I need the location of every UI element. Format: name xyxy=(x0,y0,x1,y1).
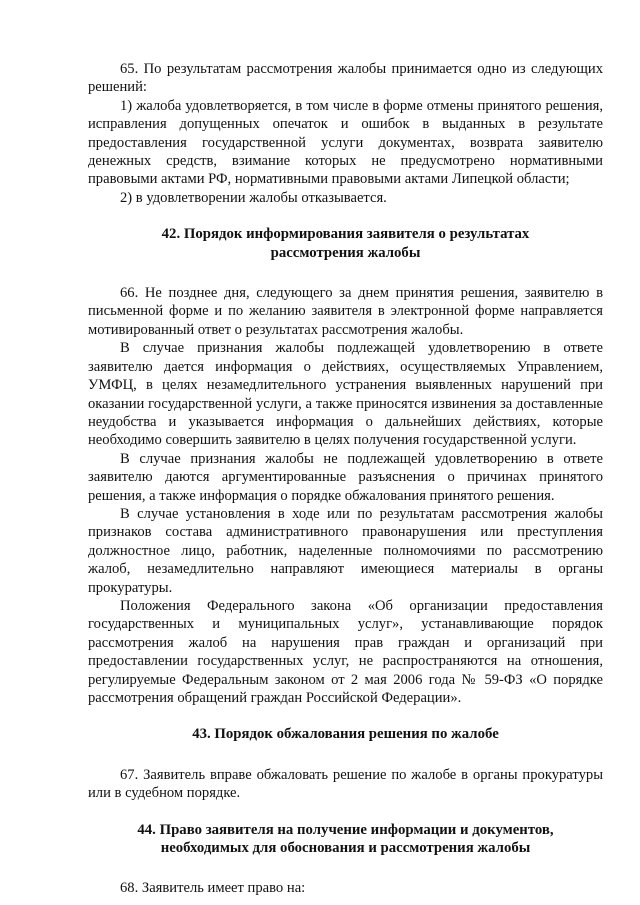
section-heading-43: 43. Порядок обжалования решения по жалобе xyxy=(192,726,499,743)
spacer xyxy=(88,857,603,879)
paragraph-66-2: В случае признания жалобы подлежащей удовлетворению в ответе заявителю дается информация о действиях, осуществляемых Управлением, УМФЦ, в целях незамедлительного устранения выявленных нарушений при оказании государственной услуги, а также приносятся извинения за доставленные неудобства и указывается информация о дальнейших действиях, которые необходимо совершить заявителю в целях получения государственной услуги. xyxy=(88,340,603,449)
spacer xyxy=(88,262,603,284)
paragraph-66-4: В случае установления в ходе или по результатам рассмотрения жалобы признаков состава административного правонарушения или преступления должностное лицо, работник, наделенные полномочиями по рассмотрению жалоб, незамедлительно направляют имеющиеся материалы в органы прокуратуры. xyxy=(88,505,603,596)
paragraph-66-1: 66. Не позднее дня, следующего за днем принятия решения, заявителю в письменной форме и по желанию заявителя в электронной форме направляется мотивированный ответ о результатах рассмотрения жалобы. xyxy=(88,285,603,338)
paragraph-67: 67. Заявитель вправе обжаловать решение по жалобе в органы прокуратуры или в судебном порядке. xyxy=(88,766,603,802)
document-page xyxy=(88,60,603,898)
spacer xyxy=(88,707,603,725)
paragraph-65-item-2: 2) в удовлетворении жалобы отказывается. xyxy=(120,189,387,206)
paragraph-65-item-1: 1) жалоба удовлетворяется, в том числе в форме отмены принятого решения, исправления допущенных опечаток и ошибок в выданных в результате предоставления государственной услуги документах, возврата заявителю денежных средств, взимание которых не предусмотрено нормативными правовыми актами РФ, нормативными правовыми актами Липецкой области; xyxy=(88,97,603,188)
spacer xyxy=(88,803,603,821)
spacer xyxy=(88,744,603,766)
spacer xyxy=(88,207,603,225)
paragraph-66-3: В случае признания жалобы не подлежащей удовлетворению в ответе заявителю даются аргументированные разъяснения о причинах принятого решения, а также информация о порядке обжалования принятого решения. xyxy=(88,450,603,504)
paragraph-68: 68. Заявитель имеет право на: xyxy=(120,880,306,897)
section-heading-42: 42. Порядок информирования заявителя о результатах рассмотрения жалобы xyxy=(161,226,530,261)
paragraph-65-intro: 65. По результатам рассмотрения жалобы принимается одно из следующих решений: xyxy=(88,61,603,96)
paragraph-66-5: Положения Федерального закона «Об организации предоставления государственных и муниципальных услуг», устанавливающие порядок рассмотрения жалоб на нарушения прав граждан и организаций при предоставлении государственных услуг, не распространяются на отношения, регулируемые Федеральным законом от 2 мая 2006 года № 59-ФЗ «О порядке рассмотрения обращений граждан Российской Федерации». xyxy=(88,597,603,706)
section-heading-44: 44. Право заявителя на получение информации и документов, необходимых для обоснования и рассмотрения жалобы xyxy=(137,821,554,857)
